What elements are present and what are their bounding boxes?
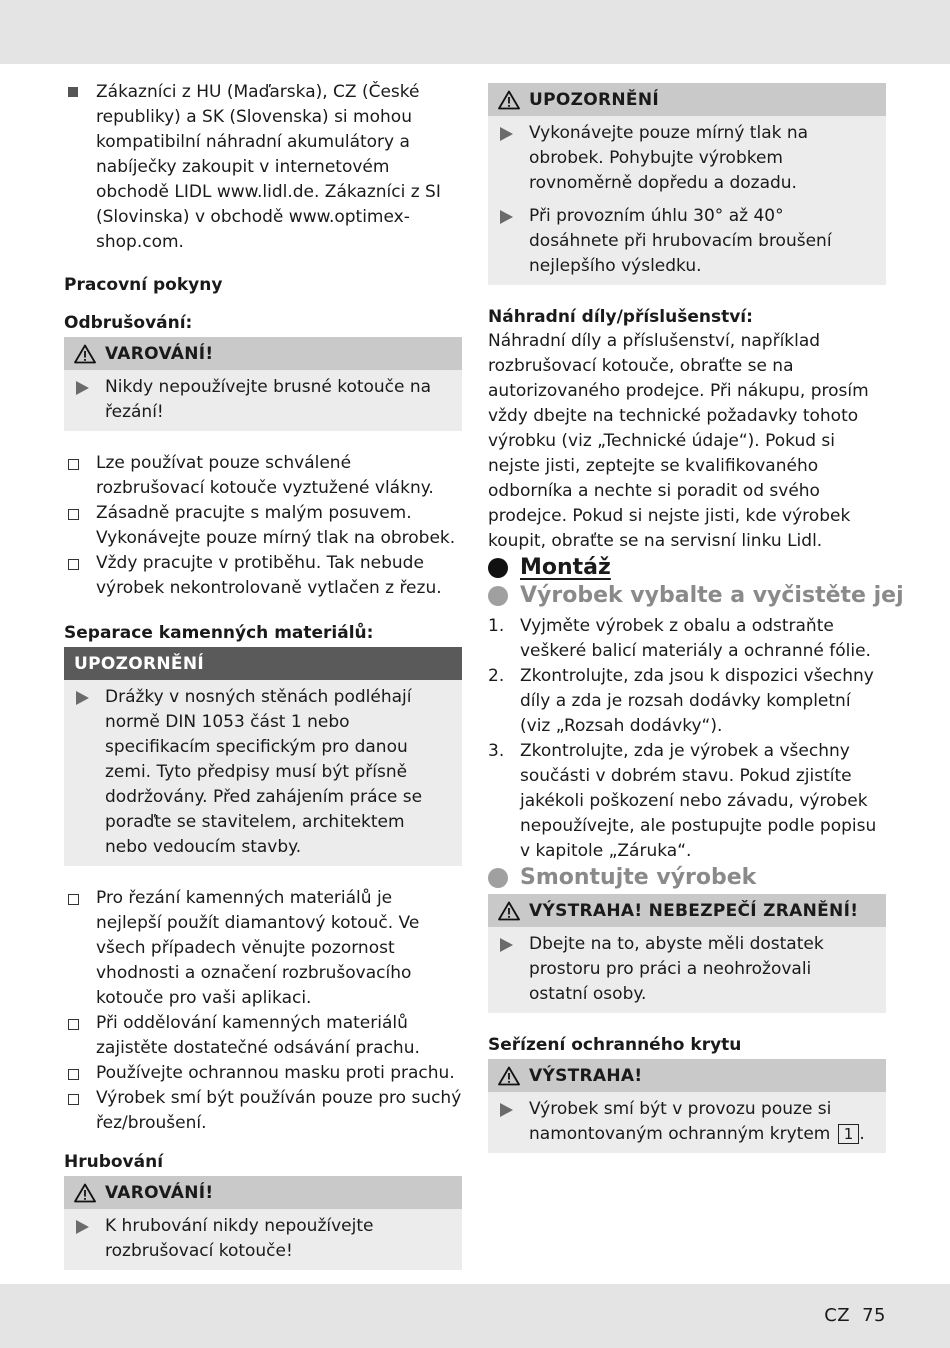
notice-item <box>500 204 874 279</box>
arrow-bullet-icon <box>500 938 513 952</box>
intro-text: Zákazníci z HU (Maďarska), CZ (České republiky) a SK (Slovenska) si mohou kompatibilní náhradní akumulátory a nabíječky zakoupit v internetovém obchodě LIDL www.lidl.de. Zákazníci z SI (Slovinska) v obchodě www.optimex-shop.com. <box>96 82 441 252</box>
check-item-text: Používejte ochrannou masku proti prachu. <box>96 1063 455 1083</box>
page-footer <box>824 1305 886 1326</box>
warning-triangle-icon <box>498 901 520 921</box>
check-item-text: Vždy pracujte v protiběhu. Tak nebude výrobek nekontrolovaně vytlačen z řezu. <box>96 553 442 598</box>
arrow-bullet-icon <box>76 1220 89 1234</box>
warning-item-text: Nikdy nepoužívejte brusné kotouče na řezání! <box>105 377 432 422</box>
step-text: Vyjměte výrobek z obalu a odstraňte veškeré balicí materiály a ochranné fólie. <box>520 616 871 661</box>
check-item-text: Při oddělování kamenných materiálů zajistěte dostatečné odsávání prachu. <box>96 1013 420 1058</box>
bottom-bar <box>0 1284 950 1348</box>
checkbox-icon <box>68 894 79 905</box>
step-text: Zkontrolujte, zda jsou k dispozici všechny díly a zda je rozsah dodávky kompletní (viz „Rozsah dodávky“). <box>520 666 874 736</box>
warning-box-roughing <box>64 1176 462 1270</box>
warning-box-header <box>488 1059 886 1092</box>
warning-title: VÝSTRAHA! <box>529 1065 643 1086</box>
intro-bullet <box>64 80 462 255</box>
check-item-text: Pro řezání kamenných materiálů je nejlepší použít diamantový kotouč. Ve všech případech věnujte pozornost vhodnosti a označení rozbrušovacího kotouče pro vaši aplikaci. <box>96 888 420 1008</box>
section-bullet-icon <box>488 868 508 888</box>
checkbox-icon <box>68 1019 79 1030</box>
warning-item-text: K hrubování nikdy nepoužívejte rozbrušovací kotouče! <box>105 1216 374 1261</box>
warning-title: VAROVÁNÍ! <box>105 1182 214 1203</box>
heading-mount <box>488 864 886 892</box>
danger-item <box>500 932 874 1007</box>
warning-item <box>76 375 450 425</box>
heading-grinding: Odbrušování: <box>64 313 193 333</box>
step-item <box>488 614 886 664</box>
danger-title: VÝSTRAHA! NEBEZPEČÍ ZRANĚNÍ! <box>529 900 859 921</box>
section-bullet-icon <box>488 586 508 606</box>
heading-roughing: Hrubování <box>64 1152 164 1172</box>
notice-item-text: Při provozním úhlu 30° až 40° dosáhnete při hrubovacím broušení nejlepšího výsledku. <box>529 206 832 276</box>
warning-box-guard <box>488 1059 886 1153</box>
notice-item <box>76 685 450 860</box>
check-item-text: Lze používat pouze schválené rozbrušovací kotouče vyztužené vlákny. <box>96 453 434 498</box>
check-item <box>64 886 462 1011</box>
notice-box-stone <box>64 647 462 866</box>
warning-triangle-icon <box>498 1066 520 1086</box>
step-number: 1. <box>488 616 505 636</box>
spare-parts-text: Náhradní díly a příslušenství, například rozbrušovací kotouče, obraťte se na autorizovaného prodejce. Při nákupu, prosím vždy dbejte na technické požadavky tohoto výrobku (viz „Technické údaje“). Pokud si nejste jisti, zeptejte se kvalifikovaného odborníka a nechte si poradit od svého prodejce. Pokud si nejste jisti, kde výrobek koupit, obraťte se na servisní linku Lidl. <box>488 331 869 551</box>
notice-box-header <box>64 647 462 680</box>
heading-unpack-text: Výrobek vybalte a vyčistěte jej <box>520 583 904 608</box>
heading-unpack <box>488 582 904 610</box>
heading-work-instructions: Pracovní pokyny <box>64 275 223 295</box>
warning-box-header <box>64 337 462 370</box>
step-text: Zkontrolujte, zda je výrobek a všechny součásti v dobrém stavu. Pokud zjistíte jakékoli poškození nebo závadu, výrobek nepoužívejte, ale postupujte podle popisu v kapitole „Záruka“. <box>520 741 877 861</box>
right-column <box>488 80 904 1153</box>
warning-item <box>500 1097 874 1147</box>
notice-title: UPOZORNĚNÍ <box>529 89 659 110</box>
checkbox-icon <box>68 559 79 570</box>
step-item <box>488 664 886 739</box>
footer-language: CZ <box>824 1305 851 1326</box>
checkbox-icon <box>68 1069 79 1080</box>
check-item <box>64 1086 462 1136</box>
checkbox-icon <box>68 459 79 470</box>
check-item <box>64 551 462 601</box>
notice-box-header <box>488 83 886 116</box>
danger-box <box>488 894 886 1013</box>
checkbox-icon <box>68 509 79 520</box>
heading-assembly <box>488 554 886 582</box>
arrow-bullet-icon <box>500 1103 513 1117</box>
page-number: 75 <box>862 1305 886 1326</box>
top-bar <box>0 0 950 64</box>
heading-spare-parts: Náhradní díly/příslušenství: <box>488 307 753 327</box>
heading-guard-adjustment: Seřízení ochranného krytu <box>488 1035 742 1055</box>
step-item <box>488 739 886 864</box>
section-bullet-icon <box>488 558 508 578</box>
check-item-text: Zásadně pracujte s malým posuvem. Vykonávejte pouze mírný tlak na obrobek. <box>96 503 456 548</box>
check-item <box>64 501 462 551</box>
check-item-text: Výrobek smí být používán pouze pro suchý řez/broušení. <box>96 1088 462 1133</box>
notice-item-text: Vykonávejte pouze mírný tlak na obrobek. Pohybujte výrobkem rovnoměrně dopředu a dozadu. <box>529 123 809 193</box>
unpack-steps <box>488 614 886 864</box>
arrow-bullet-icon <box>76 381 89 395</box>
left-column <box>64 80 462 1270</box>
stone-checklist <box>64 886 462 1136</box>
grinding-checklist <box>64 451 462 601</box>
arrow-bullet-icon <box>500 127 513 141</box>
warning-triangle-icon <box>498 90 520 110</box>
warning-triangle-icon <box>74 344 96 364</box>
notice-title: UPOZORNĚNÍ <box>74 653 204 674</box>
notice-box-roughing <box>488 83 886 285</box>
arrow-bullet-icon <box>76 691 89 705</box>
warning-item-end: . <box>859 1124 865 1144</box>
check-item <box>64 451 462 501</box>
warning-title: VAROVÁNÍ! <box>105 343 214 364</box>
danger-item-text: Dbejte na to, abyste měli dostatek prostoru pro práci a neohrožovali ostatní osoby. <box>529 934 824 1004</box>
checkbox-icon <box>68 1094 79 1105</box>
arrow-bullet-icon <box>500 210 513 224</box>
step-number: 3. <box>488 741 505 761</box>
square-bullet-icon <box>68 87 78 97</box>
part-reference-number: 1 <box>838 1124 860 1144</box>
danger-box-header <box>488 894 886 927</box>
check-item <box>64 1011 462 1061</box>
heading-mount-text: Smontujte výrobek <box>520 865 757 890</box>
check-item <box>64 1061 462 1086</box>
heading-stone-separation: Separace kamenných materiálů: <box>64 623 374 643</box>
warning-item <box>76 1214 450 1264</box>
warning-item-text: Výrobek smí být v provozu pouze si namontovaným ochranným krytem <box>529 1099 832 1144</box>
step-number: 2. <box>488 666 505 686</box>
heading-assembly-text: Montáž <box>520 555 611 580</box>
notice-item <box>500 121 874 196</box>
notice-item-text: Drážky v nosných stěnách podléhají normě DIN 1053 část 1 nebo specifikacím specifickým pro danou zemi. Tyto předpisy musí být přísně dodržovány. Před zahájením práce se poraďte se stavitelem, architektem nebo vedoucím stavby. <box>105 687 423 857</box>
warning-triangle-icon <box>74 1183 96 1203</box>
warning-box-grinding <box>64 337 462 431</box>
warning-box-header <box>64 1176 462 1209</box>
